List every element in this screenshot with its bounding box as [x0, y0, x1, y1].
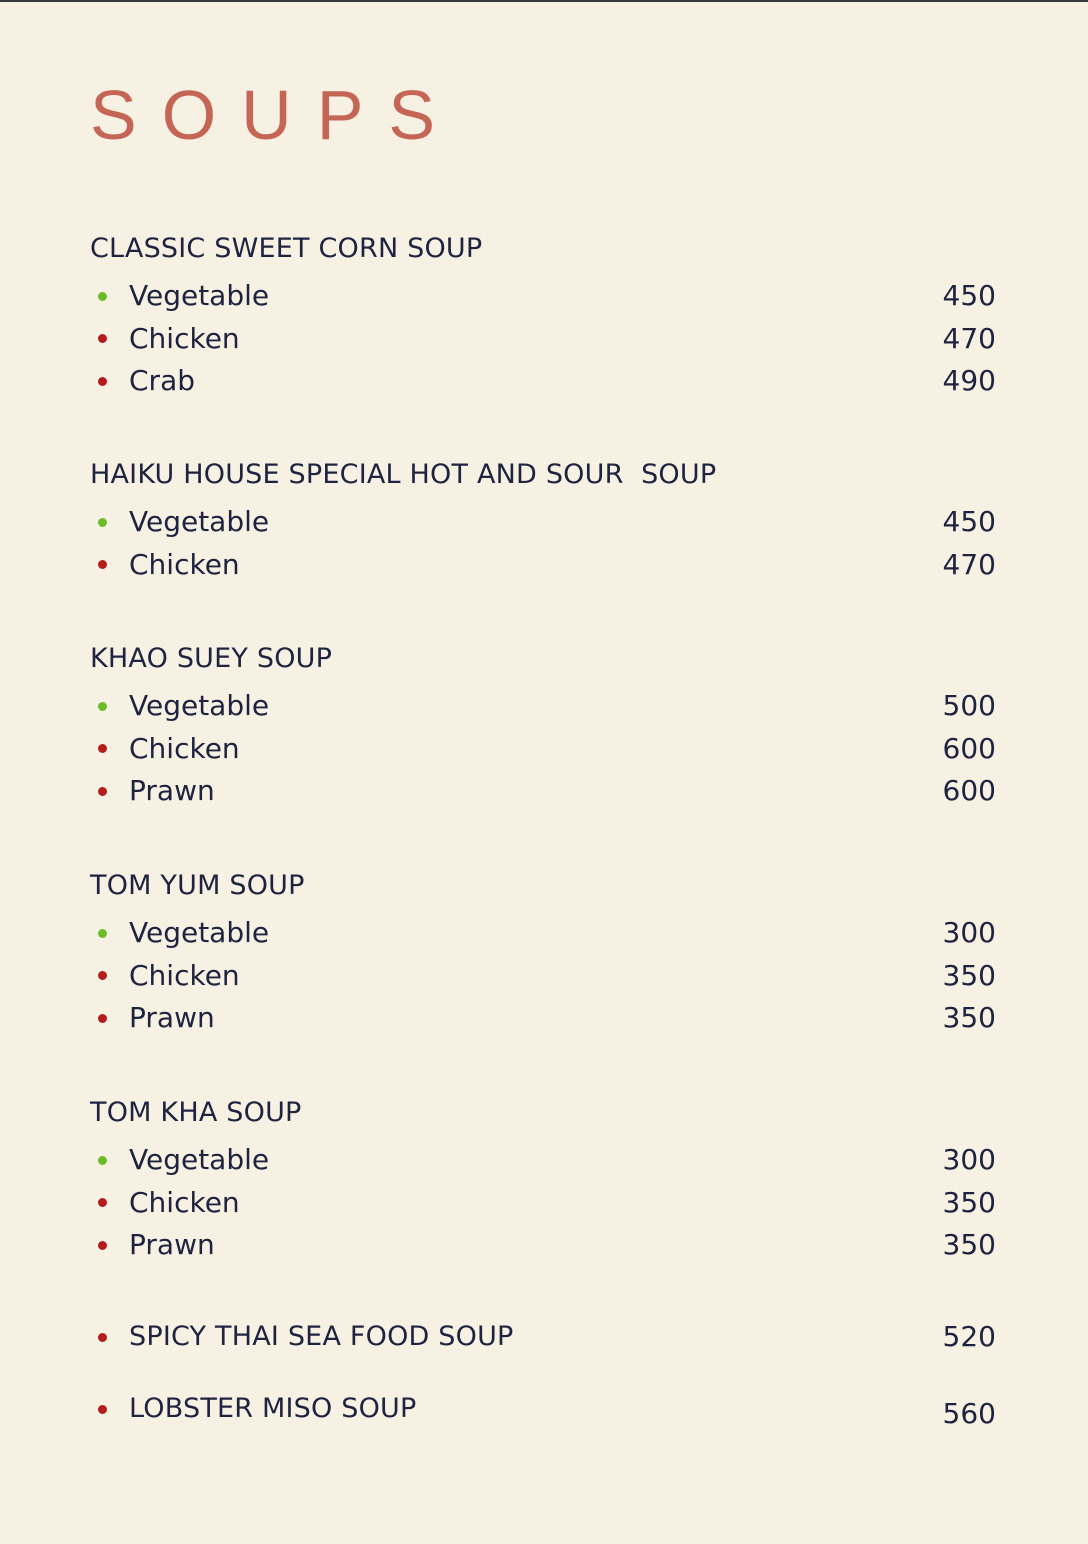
section-heading: TOM YUM SOUP [90, 870, 305, 901]
item-name: Chicken [129, 731, 240, 765]
non-veg-dot-icon [98, 1198, 107, 1207]
menu-section-sweet-corn [90, 233, 996, 403]
menu-item [90, 360, 996, 403]
item-name: Chicken [129, 321, 240, 355]
item-price: 470 [942, 321, 996, 355]
non-veg-dot-icon [98, 334, 107, 343]
veg-dot-icon [98, 929, 107, 938]
item-price: 350 [942, 1001, 996, 1035]
item-price: 600 [942, 731, 996, 765]
menu-section-khao-suey [90, 643, 996, 813]
non-veg-dot-icon [98, 377, 107, 386]
menu-item [90, 1182, 996, 1225]
item-name: Vegetable [129, 1143, 270, 1177]
item-name: Chicken [129, 547, 240, 581]
item-price: 500 [942, 689, 996, 723]
item-name: Prawn [129, 774, 215, 808]
menu-section-tom-yum [90, 870, 996, 1040]
menu-item [90, 275, 996, 318]
item-price: 560 [942, 1397, 996, 1430]
menu-item [90, 685, 996, 728]
item-name: Vegetable [129, 689, 270, 723]
section-heading: TOM KHA SOUP [90, 1097, 302, 1128]
item-name: Chicken [129, 1185, 240, 1219]
veg-dot-icon [98, 1156, 107, 1165]
menu-item [90, 728, 996, 771]
item-name: Crab [129, 364, 195, 398]
menu-item [90, 1224, 996, 1267]
menu-section-hot-and-sour [90, 459, 996, 586]
section-heading: CLASSIC SWEET CORN SOUP [90, 233, 483, 264]
menu-item [90, 997, 996, 1040]
item-name: Prawn [129, 1001, 215, 1035]
menu-item-spicy-thai-seafood [90, 1316, 996, 1358]
item-name: Vegetable [129, 505, 270, 539]
veg-dot-icon [98, 518, 107, 527]
item-price: 490 [942, 364, 996, 398]
page-title: SOUPS [90, 76, 461, 154]
item-price: 600 [942, 774, 996, 808]
item-name: Vegetable [129, 279, 270, 313]
item-price: 470 [942, 547, 996, 581]
non-veg-dot-icon [98, 744, 107, 753]
menu-item-lobster-miso [90, 1388, 996, 1430]
item-price: 300 [942, 916, 996, 950]
section-heading: KHAO SUEY SOUP [90, 643, 333, 674]
menu-item [90, 955, 996, 998]
menu-section-tom-kha [90, 1097, 996, 1267]
non-veg-dot-icon [98, 787, 107, 796]
item-price: 450 [942, 279, 996, 313]
menu-item [90, 318, 996, 361]
item-price: 520 [942, 1320, 996, 1353]
item-price: 450 [942, 505, 996, 539]
top-border [0, 0, 1088, 2]
menu-item [90, 544, 996, 587]
menu-item [90, 912, 996, 955]
non-veg-dot-icon [98, 1333, 107, 1342]
item-name: LOBSTER MISO SOUP [129, 1393, 417, 1424]
item-price: 300 [942, 1143, 996, 1177]
item-name: Vegetable [129, 916, 270, 950]
item-name: Prawn [129, 1228, 215, 1262]
menu-item [90, 770, 996, 813]
item-price: 350 [942, 958, 996, 992]
non-veg-dot-icon [98, 1014, 107, 1023]
non-veg-dot-icon [98, 971, 107, 980]
item-name: Chicken [129, 958, 240, 992]
non-veg-dot-icon [98, 1241, 107, 1250]
menu-item [90, 501, 996, 544]
non-veg-dot-icon [98, 560, 107, 569]
non-veg-dot-icon [98, 1405, 107, 1414]
item-price: 350 [942, 1185, 996, 1219]
veg-dot-icon [98, 702, 107, 711]
section-heading: HAIKU HOUSE SPECIAL HOT AND SOUR SOUP [90, 459, 717, 490]
menu-item [90, 1139, 996, 1182]
veg-dot-icon [98, 292, 107, 301]
item-name: SPICY THAI SEA FOOD SOUP [129, 1321, 514, 1352]
item-price: 350 [942, 1228, 996, 1262]
